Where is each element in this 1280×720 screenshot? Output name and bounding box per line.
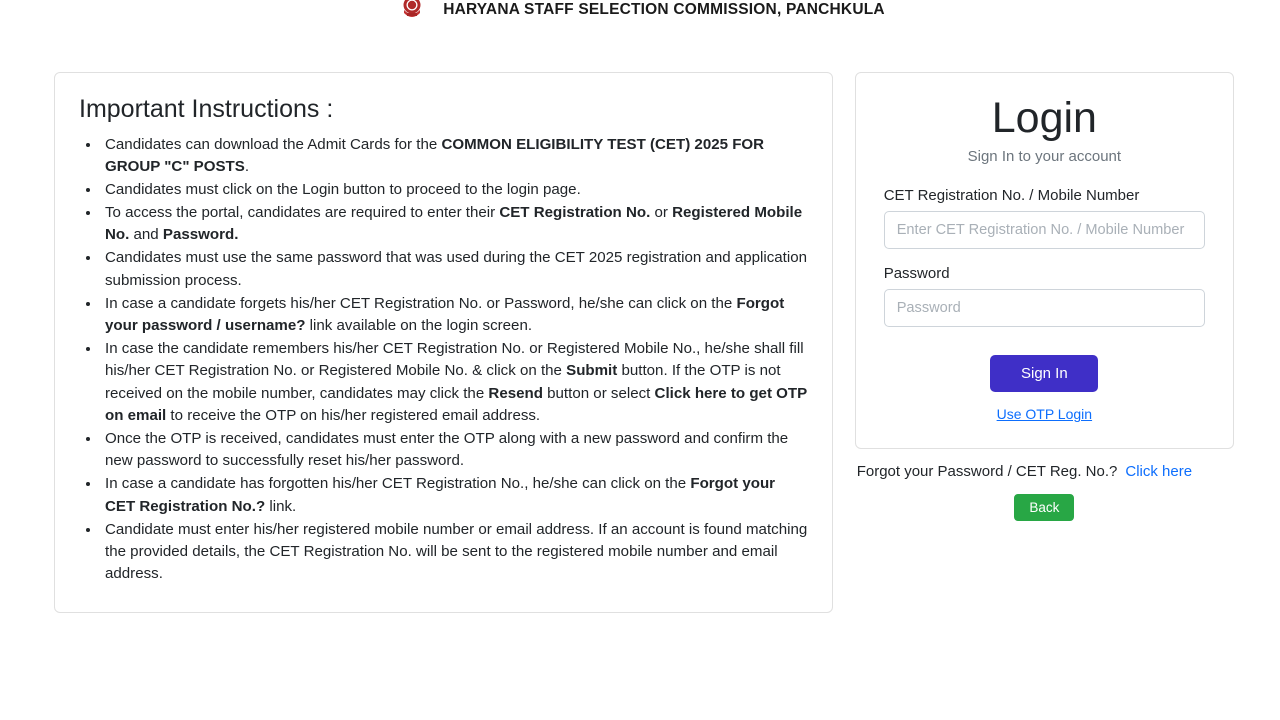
- instruction-text: .: [244, 157, 250, 175]
- instruction-emphasis: Forgot your password / username?: [105, 294, 785, 334]
- sign-in-button[interactable]: Sign In: [990, 355, 1098, 392]
- login-column: [855, 72, 1234, 521]
- instruction-text: and: [129, 226, 163, 244]
- password-input[interactable]: [884, 289, 1205, 327]
- instruction-text: Candidate must enter his/her registered mobile number or email address. If an account is found matching the provided details, the CET Registration No. will be sent to the registered mobile number and email address.: [105, 520, 808, 583]
- instruction-item: [101, 293, 808, 337]
- instruction-item: [101, 338, 808, 427]
- use-otp-login-link[interactable]: Use OTP Login: [996, 406, 1093, 423]
- instruction-text: To access the portal, candidates are required to enter their: [105, 204, 500, 222]
- forgot-password-row: [855, 463, 1234, 480]
- forgot-password-text: Forgot your Password / CET Reg. No.?: [856, 463, 1118, 481]
- instruction-item: [101, 428, 808, 472]
- username-label: CET Registration No. / Mobile Number: [883, 187, 1140, 205]
- cet-registration-input[interactable]: [884, 211, 1205, 249]
- instruction-text: or: [650, 204, 673, 222]
- instruction-item: [101, 202, 808, 246]
- instruction-text: to receive the OTP on his/her registered email address.: [166, 406, 541, 424]
- header-title: HARYANA STAFF SELECTION COMMISSION, PANCHKULA: [443, 1, 885, 18]
- login-title: Login: [991, 94, 1097, 142]
- instructions-list: [79, 134, 808, 586]
- instruction-emphasis: COMMON ELIGIBILITY TEST (CET) 2025 FOR GROUP "C" POSTS: [105, 135, 765, 175]
- instruction-item: [101, 179, 808, 201]
- instruction-item: [101, 134, 808, 178]
- instruction-emphasis: CET Registration No.: [499, 204, 651, 222]
- instruction-emphasis: Resend: [488, 384, 543, 402]
- instructions-title: Important Instructions :: [79, 95, 334, 123]
- haryana-emblem-icon: [395, 0, 429, 24]
- back-button[interactable]: Back: [1014, 494, 1074, 521]
- forgot-password-link[interactable]: Click here: [1125, 463, 1193, 481]
- instruction-emphasis: Forgot your CET Registration No.?: [105, 475, 776, 515]
- login-card: [855, 72, 1234, 449]
- instruction-item: [101, 473, 808, 517]
- instruction-text: Candidates must click on the Login button to proceed to the login page.: [105, 180, 581, 198]
- instruction-text: link.: [265, 497, 297, 515]
- instruction-text: In case a candidate forgets his/her CET Registration No. or Password, he/she can click on the: [105, 294, 737, 312]
- instruction-emphasis: Submit: [566, 362, 618, 380]
- instruction-text: button or select: [542, 384, 655, 402]
- instruction-text: In case a candidate has forgotten his/her CET Registration No., he/she can click on the: [105, 475, 691, 493]
- password-label: Password: [883, 265, 950, 283]
- login-subtitle: Sign In to your account: [967, 148, 1122, 166]
- instruction-item: [101, 519, 808, 586]
- instruction-text: button. If the OTP is not received on the mobile number, candidates may click the: [105, 362, 781, 402]
- instruction-text: link available on the login screen.: [305, 317, 533, 334]
- instruction-emphasis: Password.: [162, 226, 239, 244]
- instruction-text: Candidates can download the Admit Cards for the: [105, 135, 442, 153]
- instructions-card: [54, 72, 833, 613]
- main-content: [54, 72, 1234, 613]
- instruction-text: Candidates must use the same password that was used during the CET 2025 registration and application submission process.: [105, 249, 807, 289]
- instruction-text: In case the candidate remembers his/her CET Registration No. or Registered Mobile No., he/she shall fill his/her CET Registration No. or Registered Mobile No. & click on the: [105, 340, 804, 380]
- instruction-emphasis: Registered Mobile No.: [105, 204, 803, 244]
- site-header: [0, 0, 1280, 20]
- instruction-emphasis: Click here to get OTP on email: [105, 384, 807, 424]
- instruction-text: Once the OTP is received, candidates must enter the OTP along with a new password and confirm the new password to successfully reset his/her password.: [105, 429, 789, 470]
- instruction-item: [101, 247, 808, 291]
